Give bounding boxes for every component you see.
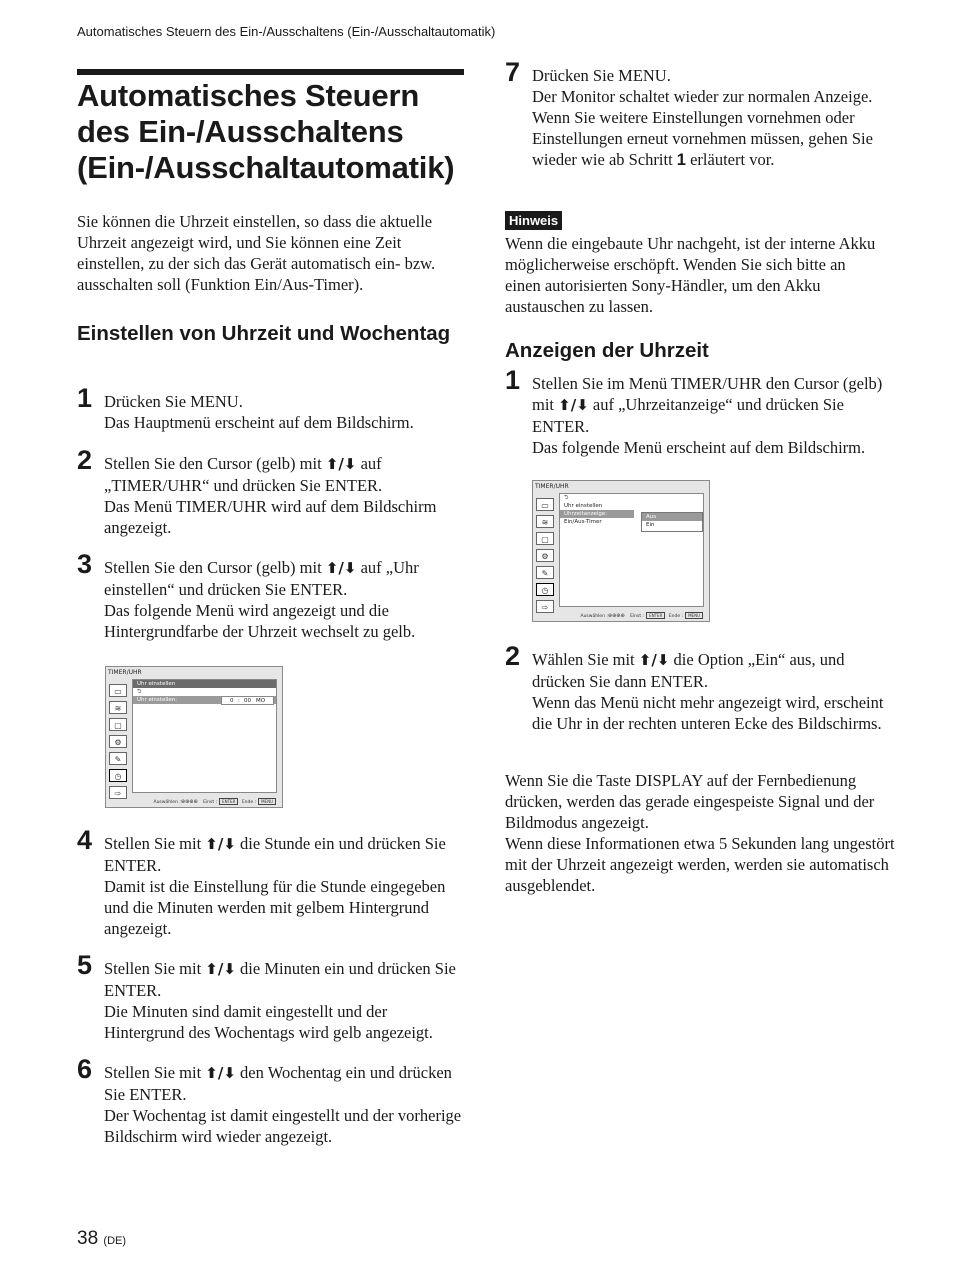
setup-icon: ⚙	[109, 735, 127, 748]
hour-field: 0	[230, 698, 234, 704]
step-instruction: Wählen Sie mit ⬆/⬇ die Option „Ein“ aus, und drücken Sie dann ENTER.	[532, 650, 845, 691]
intro-paragraph: Sie können die Uhrzeit einstellen, so dass die aktuelle Uhrzeit angezeigt wird, und Sie können eine Zeit einstellen, zu der sich das Gerät automatisch ein- bzw. ausschalten soll (Funktion Ein/Aus-Timer).	[77, 212, 436, 294]
option-popup	[641, 512, 703, 532]
step-instruction: Stellen Sie den Cursor (gelb) mit ⬆/⬇ auf „TIMER/UHR“ und drücken Sie ENTER.	[104, 454, 383, 495]
screen-icon: ▢	[109, 718, 127, 731]
step-instruction: Stellen Sie im Menü TIMER/UHR den Cursor (gelb) mit ⬆/⬇ auf „Uhrzeitanzeige“ und drücken Sie ENTER.	[532, 374, 883, 436]
menu-icon-column	[108, 682, 131, 799]
minute-field: 00	[244, 698, 251, 704]
running-header: Automatisches Steuern des Ein-/Ausschaltens (Ein-/Ausschaltautomatik)	[77, 24, 496, 39]
up-down-arrows-icon: ⬆/⬇	[205, 1064, 236, 1082]
input-icon: ⇨	[109, 786, 127, 799]
clock-icon: ◷	[536, 583, 554, 596]
hinweis-text: Wenn die eingebaute Uhr nachgeht, ist der interne Akku möglicherweise erschöpft. Wenden Sie sich bitte an einen autorisierten Sony-Händler, um den Akku austauschen zu lassen.	[505, 234, 876, 316]
step-result: Das Hauptmenü erscheint auf dem Bildschirm.	[104, 413, 414, 432]
display-info	[505, 770, 895, 896]
up-down-arrows-icon: ⬆/⬇	[205, 835, 236, 853]
step-number: 6	[77, 1054, 93, 1084]
screen-title: TIMER/UHR	[535, 483, 569, 490]
back-icon: ⮌	[564, 495, 569, 501]
settings-icon: ✎	[109, 752, 127, 765]
step-instruction: Stellen Sie mit ⬆/⬇ die Stunde ein und drücken Sie ENTER.	[104, 834, 446, 875]
hinweis-badge: Hinweis	[505, 211, 562, 230]
page-title	[77, 78, 477, 186]
step-number: 3	[77, 549, 93, 579]
step-number: 2	[505, 641, 521, 671]
clock-icon: ◷	[109, 769, 127, 782]
menu-row-uhr-einstellen: Uhr einstellen: 0 : 00 MO	[133, 696, 276, 704]
step-instruction: Stellen Sie den Cursor (gelb) mit ⬆/⬇ auf „Uhr einstellen“ und drücken Sie ENTER.	[104, 558, 419, 599]
setup-icon: ⚙	[536, 549, 554, 562]
section-heading-uhrzeit-wochentag: Einstellen von Uhrzeit und Wochentag	[77, 322, 451, 345]
option-ein: Ein	[646, 522, 655, 528]
step-result: Die Minuten sind damit eingestellt und der Hintergrund des Wochentags wird gelb angezeigt.	[104, 1002, 433, 1042]
up-down-arrows-icon: ⬆/⬇	[558, 396, 589, 414]
menu-panel	[559, 493, 704, 607]
screen-footer: Auswählen :⊕⊕⊕⊕ Einst : ENTER Ende : MENU	[580, 612, 705, 619]
screen-icon: ▢	[536, 532, 554, 545]
screen-title: TIMER/UHR	[108, 669, 142, 676]
option-aus: Aus	[642, 513, 702, 521]
menu-row-ein-aus-timer: Ein/Aus-Timer	[564, 519, 602, 525]
step-instruction: Drücken Sie MENU.	[104, 392, 243, 411]
screen-footer: Auswählen :⊕⊕⊕⊕ Einst : ENTER Ende : MENU	[153, 798, 278, 805]
step-result: Das folgende Menü erscheint auf dem Bildschirm.	[532, 438, 866, 457]
step-instruction: Stellen Sie mit ⬆/⬇ den Wochentag ein und drücken Sie ENTER.	[104, 1063, 452, 1104]
step-instruction: Stellen Sie mit ⬆/⬇ die Minuten ein und drücken Sie ENTER.	[104, 959, 456, 1000]
back-icon: ⮌	[137, 689, 142, 695]
up-down-arrows-icon: ⬆/⬇	[205, 960, 236, 978]
display-paragraph-2: Wenn diese Informationen etwa 5 Sekunden lang ungestört mit der Uhrzeit angezeigt werden, werden sie automatisch ausgeblendet.	[505, 834, 895, 895]
up-down-arrows-icon: ⬆/⬇	[325, 455, 357, 473]
step-number: 7	[505, 57, 521, 87]
audio-icon: ≋	[109, 701, 127, 714]
step-result: Der Wochentag ist damit eingestellt und der vorherige Bildschirm wird wieder angezeigt.	[104, 1106, 462, 1146]
input-icon: ⇨	[536, 600, 554, 613]
section-heading-anzeigen-uhrzeit: Anzeigen der Uhrzeit	[505, 339, 709, 362]
step-number: 1	[77, 383, 93, 413]
step-number: 1	[505, 365, 521, 395]
title-line-3: (Ein-/Ausschaltautomatik)	[77, 150, 455, 185]
picture-icon: ▭	[109, 684, 127, 697]
step-number: 2	[77, 445, 93, 475]
menu-icon-column	[535, 496, 558, 613]
step-number: 5	[77, 950, 93, 980]
time-fields: 0 : 00 MO	[221, 696, 274, 705]
page-number: 38 (DE)	[77, 1228, 127, 1249]
step-result: Das folgende Menü wird angezeigt und die Hintergrundfarbe der Uhrzeit wechselt zu gelb.	[104, 601, 416, 641]
step-number: 4	[77, 825, 93, 855]
menu-screenshot-uhrzeitanzeige	[532, 480, 710, 622]
step-result: Das Menü TIMER/UHR wird auf dem Bildschirm angezeigt.	[104, 497, 437, 537]
picture-icon: ▭	[536, 498, 554, 511]
up-down-arrows-icon: ⬆/⬇	[638, 651, 670, 669]
step-result: Wenn das Menü nicht mehr angezeigt wird, erscheint die Uhr in der rechten unteren Ecke des Bildschirms.	[532, 693, 884, 733]
weekday-field: MO	[256, 698, 266, 704]
display-paragraph-1: Wenn Sie die Taste DISPLAY auf der Fernbedienung drücken, werden das gerade eingespeiste Signal und der Bildmodus angezeigt.	[505, 771, 875, 832]
audio-icon: ≋	[536, 515, 554, 528]
menu-row-header: Uhr einstellen	[133, 680, 276, 688]
title-line-2: des Ein-/Ausschaltens	[77, 114, 404, 149]
title-line-1: Automatisches Steuern	[77, 78, 420, 113]
up-down-arrows-icon: ⬆/⬇	[325, 559, 357, 577]
settings-icon: ✎	[536, 566, 554, 579]
menu-row-uhrzeitanzeige: Uhrzeitanzeige:	[560, 510, 634, 518]
title-rule	[77, 69, 464, 75]
step-instruction: Drücken Sie MENU.	[532, 66, 671, 85]
menu-row-uhr-einstellen: Uhr einstellen	[564, 503, 603, 509]
menu-panel	[132, 679, 277, 793]
step-result: Der Monitor schaltet wieder zur normalen Anzeige. Wenn Sie weitere Einstellungen vornehmen oder Einstellungen erneut vornehmen müssen, gehen Sie wieder wie ab Schritt 1 erläutert vor.	[532, 87, 873, 169]
menu-screenshot-uhr-einstellen	[105, 666, 283, 808]
step-result: Damit ist die Einstellung für die Stunde eingegeben und die Minuten werden mit gelbem Hintergrund angezeigt.	[104, 877, 446, 938]
